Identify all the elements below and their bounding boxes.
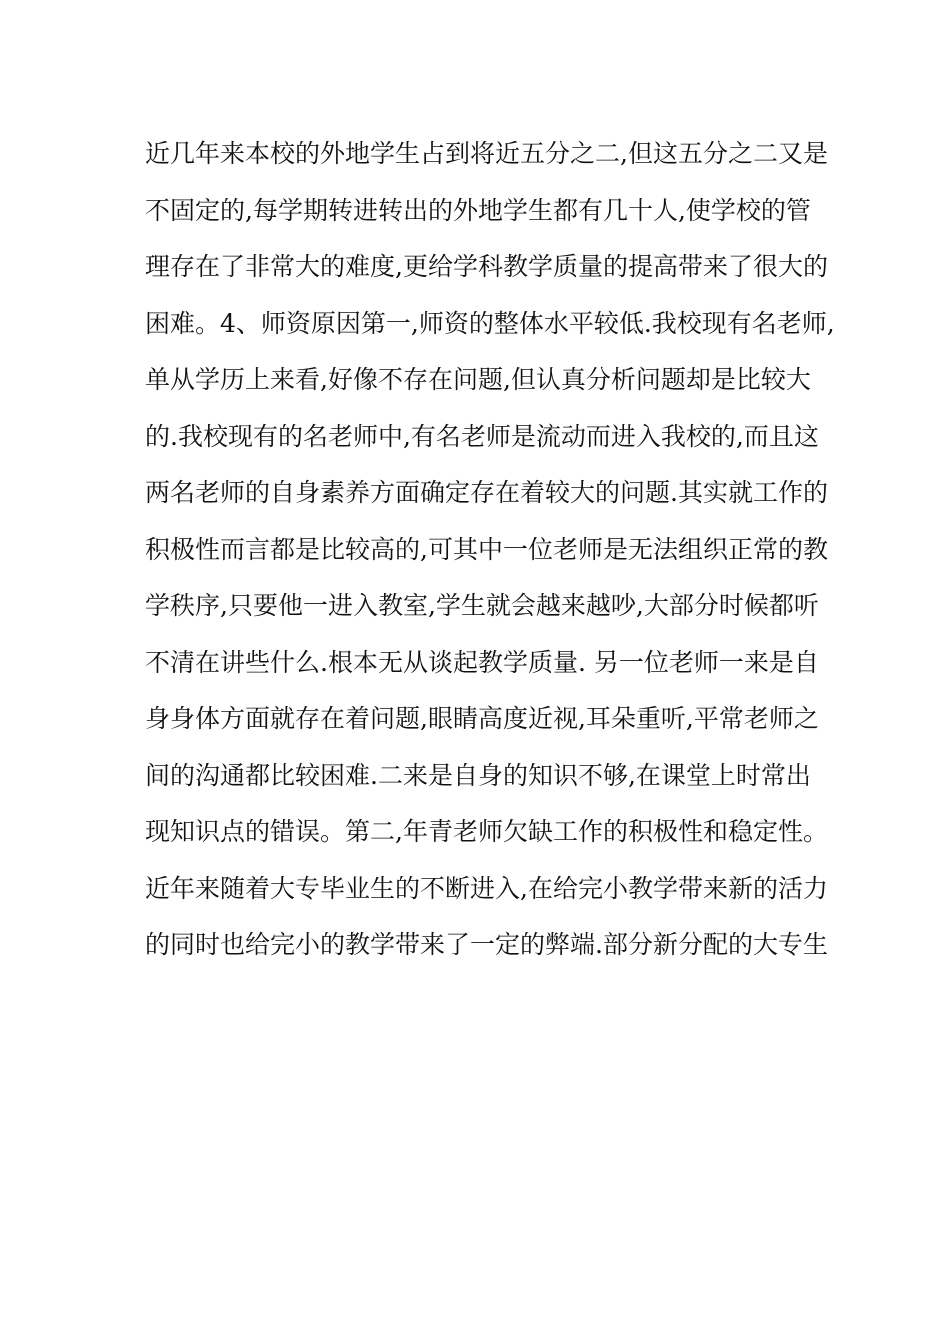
text-line-14: 近年来随着大专毕业生的不断进入,在给完小教学带来新的活力 bbox=[145, 873, 828, 903]
text-line-9: 学秩序,只要他一进入教室,学生就会越来越吵,大部分时候都听 bbox=[145, 591, 819, 620]
text-line-5: 单从学历上来看,好像不存在问题,但认真分析问题却是比较大 bbox=[145, 365, 811, 394]
text-line-12: 间的沟通都比较困难.二来是自身的知识不够,在课堂上时常出 bbox=[145, 760, 811, 790]
body-text bbox=[145, 128, 835, 976]
text-line-10: 不清在讲些什么.根本无从谈起教学质量. 另一位老师一来是自 bbox=[145, 647, 819, 677]
text-line-7: 两名老师的自身素养方面确定存在着较大的问题.其实就工作的 bbox=[145, 478, 828, 507]
text-line-13: 现知识点的错误。第二,年青老师欠缺工作的积极性和稳定性。 bbox=[145, 817, 828, 846]
text-line-1: 近几年来本校的外地学生占到将近五分之二,但这五分之二又是 bbox=[145, 139, 828, 168]
text-line-4: 困难。4、师资原因第一,师资的整体水平较低.我校现有名老师, bbox=[145, 308, 835, 338]
text-line-8: 积极性而言都是比较高的,可其中一位老师是无法组织正常的教 bbox=[145, 534, 828, 564]
text-line-2: 不固定的,每学期转进转出的外地学生都有几十人,使学校的管 bbox=[145, 195, 811, 225]
text-line-11: 身身体方面就存在着问题,眼睛高度近视,耳朵重听,平常老师之 bbox=[145, 704, 819, 733]
text-line-15: 的同时也给完小的教学带来了一定的弊端.部分新分配的大专生 bbox=[145, 930, 828, 959]
text-line-3: 理存在了非常大的难度,更给学科教学质量的提高带来了很大的 bbox=[145, 252, 828, 281]
text-line-6: 的.我校现有的名老师中,有名老师是流动而进入我校的,而且这 bbox=[145, 421, 819, 451]
